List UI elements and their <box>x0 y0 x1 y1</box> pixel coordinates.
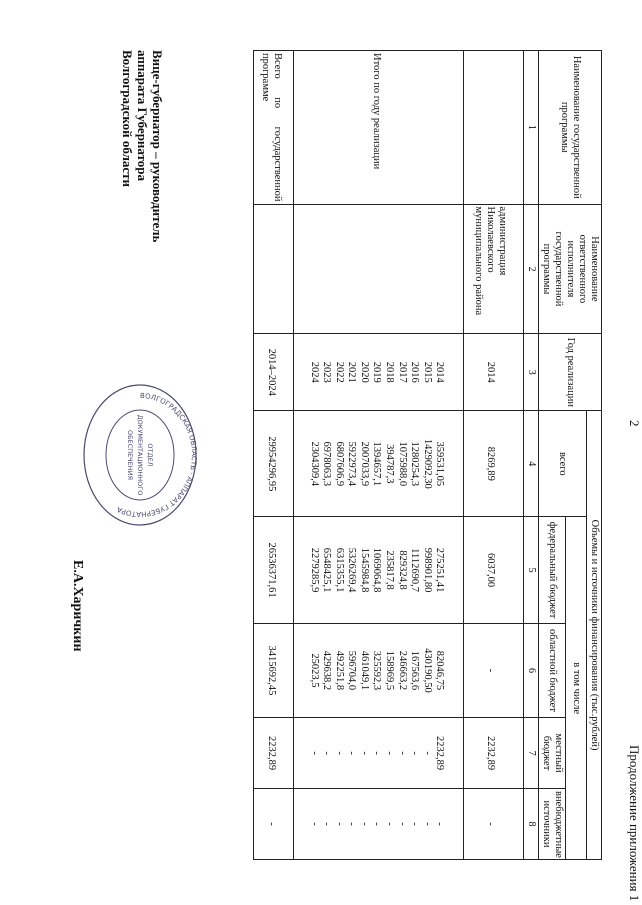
header-program-name: Наименование государственной программы <box>538 51 601 205</box>
cell-federal: 26536371,61 <box>254 517 294 623</box>
cell-local: 2232,89 <box>254 718 294 789</box>
cell-local: 2232,89 <box>464 718 524 789</box>
stamp-inner-text: ОБЕСПЕЧЕНИЯ <box>126 429 134 481</box>
header-funding: Объемы и источники финансирования (тыс.рублей) <box>586 411 601 860</box>
header-including: в том числе <box>565 517 586 860</box>
col-index: 5 <box>524 517 539 623</box>
cell-regional-values: 82046,75 430190,50 167563,6 246663,2 158969,5 325592,3 461049,1 596704,0 492251,8 429638,2 25023,5 <box>294 623 464 717</box>
cell-regional: - <box>464 623 524 717</box>
cell-years: 2014–2024 <box>254 334 294 411</box>
cell-extra-values: - - - - - - - - - - - <box>294 789 464 860</box>
cell-totals: 359531,05 1429092,30 1280254,3 1075988,0 394787,3 1394657,1 2007033,9 5922973,4 6807606,9 6978063,3 2304309,4 <box>294 411 464 517</box>
cell-total: 29954296,95 <box>254 411 294 517</box>
table-row-itogo <box>294 51 464 860</box>
cell-executor: администрация Николаевского муниципального района <box>464 204 524 334</box>
col-index: 1 <box>524 51 539 205</box>
cell-federal: 6037,00 <box>464 517 524 623</box>
header-total: всего <box>538 411 586 517</box>
col-index: 7 <box>524 718 539 789</box>
col-index: 2 <box>524 204 539 334</box>
cell-vsego-label: Всего по государственной программе <box>254 51 294 205</box>
signature-title <box>120 50 165 242</box>
header-federal: федеральный бюджет <box>538 517 565 623</box>
table-row-admin <box>464 51 524 860</box>
cell-federal-values: 275251,41 998901,80 1112690,7 829324,8 235817,8 1069064,8 1545984,8 5326269,4 6315355,1 6548425,1 2279285,9 <box>294 517 464 623</box>
col-index: 3 <box>524 334 539 411</box>
stamp-inner-text: ДОКУМЕНТАЦИОННОГО <box>136 414 144 496</box>
cell-executor <box>294 204 464 334</box>
header-executor: Наименование ответственного исполнителя государственной программы <box>538 204 601 334</box>
cell-regional: 3415692,45 <box>254 623 294 717</box>
col-index: 6 <box>524 623 539 717</box>
cell-year: 2014 <box>464 334 524 411</box>
header-year: Год реализации <box>538 334 601 411</box>
signer-name: Е.А.Харичкин <box>70 560 85 652</box>
cell-executor <box>254 204 294 334</box>
col-index: 4 <box>524 411 539 517</box>
page-number: 2 <box>627 420 642 427</box>
cell-extra: - <box>254 789 294 860</box>
cell-program <box>464 51 524 205</box>
signature-line: Вице-губернатор – руководитель <box>150 50 165 243</box>
col-index: 8 <box>524 789 539 860</box>
cell-years: 2014 2015 2016 2017 2018 2019 2020 2021 2022 2023 2024 <box>294 334 464 411</box>
cell-local-values: 2232,89 - - - - - - - - - - <box>294 718 464 789</box>
cell-extra: - <box>464 789 524 860</box>
header-local: местный бюджет <box>538 718 565 789</box>
header-regional: областной бюджет <box>538 623 565 717</box>
signature-line: аппарата Губернатора <box>135 50 150 182</box>
stamp-inner-text: ОТДЕЛ <box>146 443 154 467</box>
column-index-row <box>524 51 539 860</box>
stamp-outer-text: ВОЛГОГРАДСКАЯ ОБЛАСТЬ · АППАРАТ ГУБЕРНАТОРА <box>115 391 199 519</box>
official-stamp <box>80 380 200 530</box>
table-row-vsego <box>254 51 294 860</box>
cell-total: 8269,89 <box>464 411 524 517</box>
continuation-note: Продолжение приложения 1 <box>627 745 642 902</box>
cell-itogo-label: Итого по году реализации <box>294 51 464 205</box>
header-extra: внебюджетные источники <box>538 789 565 860</box>
signature-line: Волгоградской области <box>120 50 135 188</box>
funding-table <box>253 50 602 860</box>
